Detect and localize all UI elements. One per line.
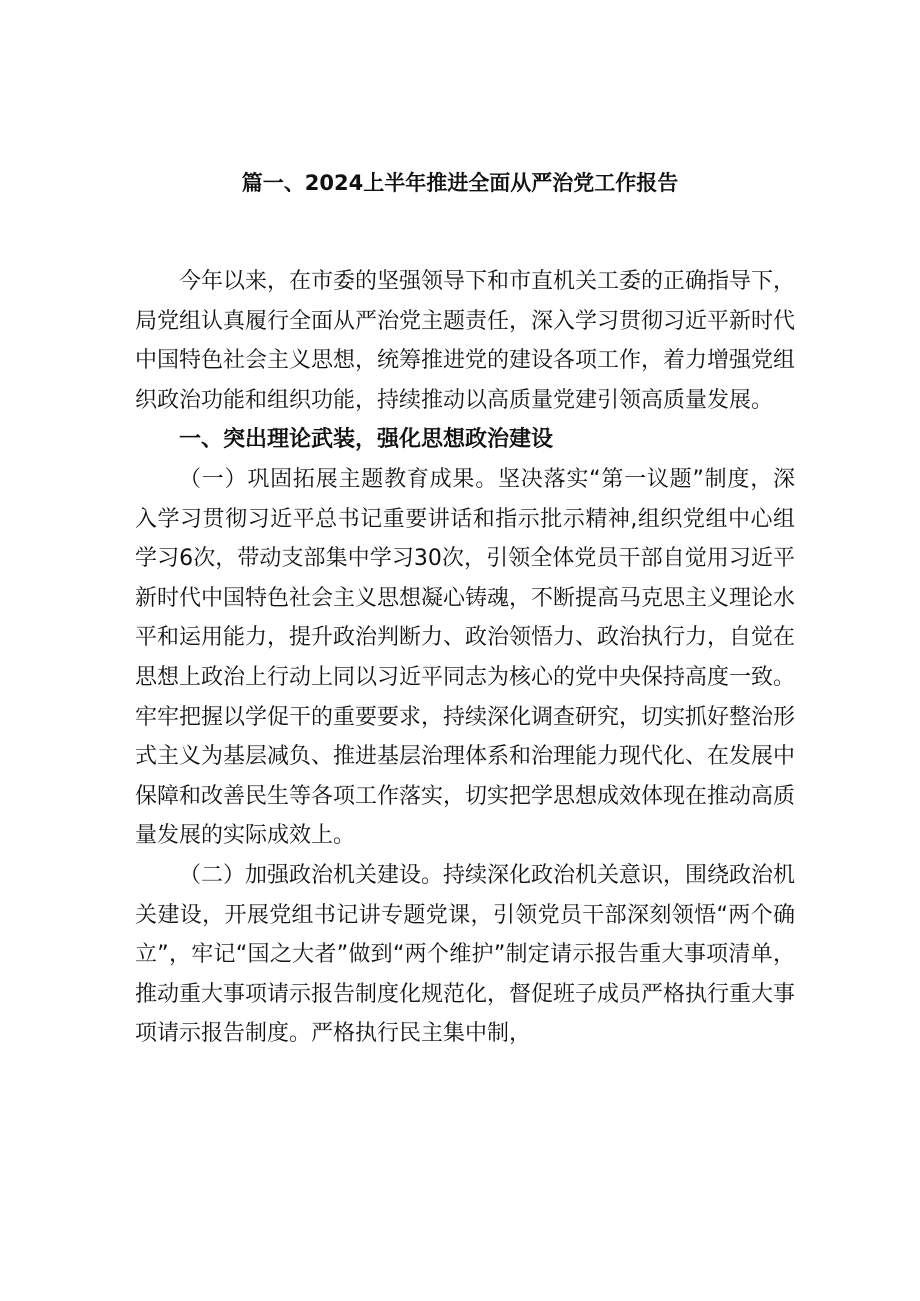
document-body xyxy=(135,262,795,1054)
subsection-paragraph-2: （二）加强政治机关建设。持续深化政治机关意识，围绕政治机关建设，开展党组书记讲专题党课，引领党员干部深刻领悟“两个确立”，牢记“国之大者”做到“两个维护”制定请示报告重大事项清单，推动重大事项请示报告制度化规范化，督促班子成员严格执行重大事项请示报告制度。严格执行民主集中制， xyxy=(135,862,796,1047)
intro-paragraph: 今年以来，在市委的坚强领导下和市直机关工委的正确指导下，局党组认真履行全面从严治党主题责任，深入学习贯彻习近平新时代中国特色社会主义思想，统筹推进党的建设各项工作，着力增强党组织政治功能和组织功能，持续推动以高质量党建引领高质量发展。 xyxy=(135,269,796,413)
section-heading-1: 一、突出理论武装，强化思想政治建设 xyxy=(179,427,554,453)
document-title: 篇一、2024上半年推进全面从严治党工作报告 xyxy=(241,171,679,195)
subsection-paragraph-1: （一）巩固拓展主题教育成果。坚决落实“第一议题”制度，深入学习贯彻习近平总书记重要讲话和指示批示精神,组织党组中心组学习6次，带动支部集中学习30次，引领全体党员干部自觉用习近平新时代中国特色社会主义思想凝心铸魂，不断提高马克思主义理论水平和运用能力，提升政治判断力、政治领悟力、政治执行力，自觉在思想上政治上行动上同以习近平同志为核心的党中央保持高度一致。牢牢把握以学促干的重要要求，持续深化调查研究，切实抓好整治形式主义为基层减负、推进基层治理体系和治理能力现代化、在发展中保障和改善民生等各项工作落实，切实把学思想成效体现在推动高质量发展的实际成效上。 xyxy=(135,466,796,849)
